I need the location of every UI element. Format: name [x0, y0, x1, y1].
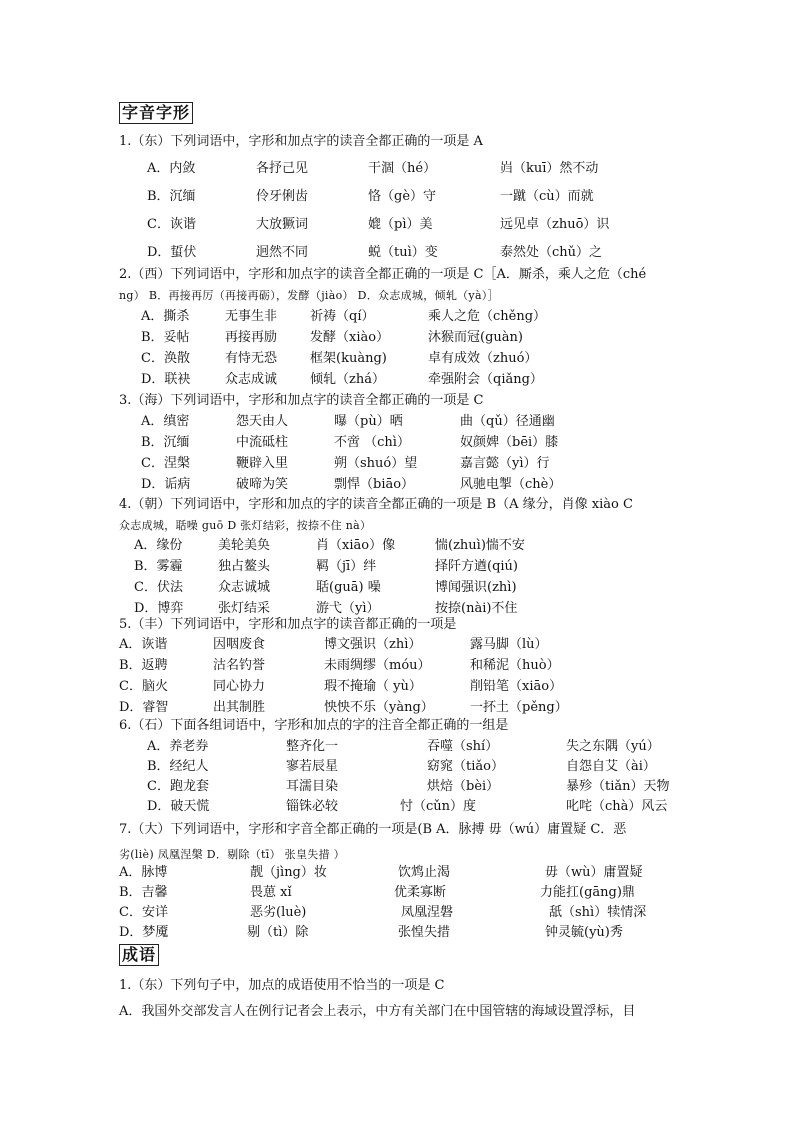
q1-option-c-1: C．诙谐: [147, 217, 196, 232]
q2-option-a-2: 无事生非: [225, 309, 278, 324]
q4-option-c-1: C．伏法: [134, 580, 183, 595]
q1-option-b-1: B．沉缅: [147, 189, 196, 204]
q1-option-c-4: 远见卓（zhuō）识: [500, 217, 610, 232]
q6-option-b-4: 自怨自艾（ài）: [566, 759, 656, 774]
q2-option-a-4: 乘人之危（chěng）: [428, 309, 547, 324]
question-3-stem: 3.（海）下列词语中，字形和加点字的读音全都正确的一项是 C: [119, 393, 484, 408]
q1-option-c-2: 大放獗词: [256, 217, 309, 232]
q3-option-b-1: B．沉缅: [141, 435, 190, 450]
q6-option-b-1: B．经纪人: [147, 759, 209, 774]
q5-option-d-2: 出其制胜: [213, 700, 266, 715]
q6-option-c-2: 耳濡目染: [286, 779, 339, 794]
question-4-stem: 4.（朝）下列词语中，字形和加点的字的读音全都正确的一项是 B（A 缘分，肖像 xiào C: [119, 497, 633, 512]
idiom-question-1-stem: 1.（东）下列句子中，加点的成语使用不恰当的一项是 C: [119, 978, 445, 993]
q7-option-a-4: 毋（wù）庸置疑: [545, 865, 643, 880]
q5-option-b-4: 和稀泥（huò）: [470, 658, 560, 673]
q1-option-d-4: 泰然处（chǔ）之: [500, 245, 603, 260]
q3-option-d-2: 破啼为笑: [236, 477, 289, 492]
q5-option-a-4: 露马脚（lù）: [470, 637, 548, 652]
q5-option-d-3: 怏怏不乐（yàng）: [324, 700, 434, 715]
q6-option-d-2: 锱铢必较: [286, 799, 339, 814]
q4-option-c-3: 聒(guā) 噪: [316, 580, 381, 595]
q3-option-d-1: D．诟病: [141, 477, 191, 492]
q2-option-a-1: A．撕杀: [141, 309, 190, 324]
q7-option-c-4: 舐（shì）犊情深: [549, 905, 647, 920]
q4-option-c-4: 博闻强识(zhì): [435, 580, 517, 595]
q1-option-a-1: A．内敛: [147, 161, 196, 176]
q4-option-a-3: 肖（xiāo）像: [316, 538, 396, 553]
q4-option-b-3: 羁（jī）绊: [316, 559, 377, 574]
q1-option-d-2: 迥然不同: [256, 245, 309, 260]
q2-option-d-4: 牵强附会（qiǎng）: [428, 372, 543, 387]
q4-option-b-2: 独占鳌头: [218, 559, 271, 574]
q7-option-c-3: 凤凰涅磐: [401, 905, 454, 920]
q5-option-d-4: 一抔土（pěng）: [470, 700, 568, 715]
q2-option-c-1: C．涣散: [141, 351, 190, 366]
q7-option-c-1: C．安详: [119, 905, 168, 920]
q6-option-d-1: D．破天慌: [147, 799, 210, 814]
q6-option-a-4: 失之东隅（yú）: [566, 739, 660, 754]
q5-option-a-1: A．诙谐: [119, 637, 168, 652]
q1-option-a-3: 干涸（hé）: [368, 161, 437, 176]
q4-option-a-1: A．缘份: [134, 538, 183, 553]
q6-option-d-3: 忖（cǔn）度: [400, 799, 477, 814]
q2-option-c-2: 有恃无恐: [225, 351, 278, 366]
q1-option-b-2: 伶牙俐齿: [256, 189, 309, 204]
q2-option-c-4: 卓有成效（zhuó）: [428, 351, 538, 366]
q5-option-a-2: 因咽废食: [213, 637, 266, 652]
idiom-question-1-option-a: A．我国外交部发言人在例行记者会上表示，中方有关部门在中国管辖的海域设置浮标，目: [119, 1004, 636, 1019]
question-7-answer-note: 劣(liè) 凤凰涅槃 D．剔除（tī） 张皇失措 ）: [119, 848, 345, 861]
q7-option-a-3: 饮鸩止渴: [398, 865, 451, 880]
q2-option-c-3: 框架(kuàng): [310, 351, 387, 366]
q4-option-b-1: B．雾霾: [134, 559, 183, 574]
q7-option-a-2: 靓（jìng）妆: [250, 865, 327, 880]
q7-option-d-3: 张惶失措: [398, 925, 451, 940]
q3-option-c-2: 鞭辟入里: [236, 456, 289, 471]
q7-option-b-4: 力能扛(gāng)鼎: [540, 885, 635, 900]
q5-option-b-2: 沽名钓誉: [213, 658, 266, 673]
q5-option-c-3: 瑕不掩瑜（ yù）: [324, 679, 422, 694]
q1-option-d-1: D．蜇伏: [147, 245, 197, 260]
section-title-zi-yin-zi-xing: 字音字形: [119, 102, 193, 124]
q3-option-a-3: 曝（pù）晒: [334, 414, 403, 429]
q3-option-b-2: 中流砥柱: [236, 435, 289, 450]
q7-option-b-2: 畏葸 xǐ: [250, 885, 292, 900]
q6-option-d-4: 叱咤（chà）风云: [566, 799, 668, 814]
q5-option-c-2: 同心协力: [213, 679, 266, 694]
q6-option-b-2: 寥若辰星: [286, 759, 339, 774]
question-2-stem: 2.（西）下列词语中，字形和加点字的读音全都正确的一项是 C［A．厮杀，乘人之危（ché: [119, 267, 647, 282]
q4-option-d-4: 按捺(nài)不住: [435, 601, 518, 616]
q4-option-c-2: 众志诚城: [218, 580, 271, 595]
q3-option-a-1: A．缜密: [141, 414, 190, 429]
q5-option-d-1: D．睿智: [119, 700, 169, 715]
q6-option-c-1: C．跑龙套: [147, 779, 209, 794]
q3-option-a-4: 曲（qǔ）径通幽: [460, 414, 555, 429]
q4-option-d-3: 游弋（yì）: [316, 601, 380, 616]
q3-option-d-3: 剽悍（biāo）: [334, 477, 415, 492]
q3-option-a-2: 怨天由人: [236, 414, 289, 429]
q2-option-d-1: D．联袂: [141, 372, 191, 387]
question-6-stem: 6.（石）下面各组词语中，字形和加点的字的注音全都正确的一组是: [119, 718, 509, 733]
q7-option-a-1: A．脉博: [119, 865, 168, 880]
q1-option-a-4: 岿（kuī）然不动: [500, 161, 599, 176]
q3-option-b-4: 奴颜婢（bēi）膝: [460, 435, 559, 450]
q5-option-a-3: 博文强识（zhì）: [324, 637, 422, 652]
q2-option-d-3: 倾轧（zhá）: [310, 372, 385, 387]
q1-option-c-3: 媲（pì）美: [368, 217, 433, 232]
q2-option-b-4: 沐猴而冠(guàn): [428, 330, 523, 345]
q5-option-c-4: 削铅笔（xiāo）: [470, 679, 563, 694]
q6-option-a-3: 吞噬（shí）: [427, 739, 499, 754]
q6-option-a-2: 整齐化一: [286, 739, 339, 754]
q5-option-b-1: B．返聘: [119, 658, 168, 673]
question-4-answer-note: 众志成城，聒噪 guō D 张灯结彩，按捺不住 nà）: [119, 519, 372, 532]
q3-option-c-3: 朔（shuó）望: [334, 456, 418, 471]
question-2-answer-note: ng） B．再接再厉（再接再砺），发酵（jiào） D．众志成城，倾轧（yà）］: [119, 289, 499, 302]
q6-option-b-3: 窈窕（tiǎo）: [427, 759, 504, 774]
q4-option-a-4: 惴(zhuì)惴不安: [435, 538, 525, 553]
q7-option-d-2: 剔（tì）除: [247, 925, 309, 940]
q1-option-a-2: 各抒己见: [256, 161, 309, 176]
q2-option-a-3: 祈祷（qí）: [310, 309, 375, 324]
q7-option-c-2: 恶劣(luè): [250, 905, 307, 920]
question-1-stem: 1.（东）下列词语中，字形和加点字的读音全都正确的一项是 A: [119, 134, 483, 149]
q2-option-b-2: 再接再励: [225, 330, 278, 345]
q4-option-d-1: D．博弈: [134, 601, 184, 616]
q2-option-b-1: B．妥帖: [141, 330, 190, 345]
q4-option-d-2: 张灯结采: [218, 601, 271, 616]
q5-option-c-1: C．脑火: [119, 679, 168, 694]
q4-option-b-4: 择阡方遒(qiú): [435, 559, 518, 574]
q6-option-c-4: 暴殄（tiǎn）天物: [566, 779, 670, 794]
q3-option-c-1: C．涅槃: [141, 456, 190, 471]
question-5-stem: 5.（丰）下列词语中，字形和加点字的读音都正确的一项是: [119, 617, 457, 632]
q5-option-b-3: 未雨绸缪（móu）: [324, 658, 431, 673]
q3-option-b-3: 不啻 （chì）: [334, 435, 410, 450]
question-7-stem: 7.（大）下列词语中，字形和字音全都正确的一项是(B A．脉搏 毋（wú）庸置疑 C．恶: [119, 822, 627, 837]
section-title-cheng-yu: 成语: [119, 944, 159, 966]
q1-option-d-3: 蜕（tuì）变: [368, 245, 438, 260]
q3-option-d-4: 风驰电掣（chè）: [460, 477, 562, 492]
q2-option-d-2: 众志成诚: [225, 372, 278, 387]
q6-option-a-1: A．养老券: [147, 739, 209, 754]
q7-option-b-1: B．吉馨: [119, 885, 168, 900]
q7-option-d-4: 钟灵毓(yù)秀: [545, 925, 623, 940]
q4-option-a-2: 美轮美奂: [218, 538, 271, 553]
q1-option-b-3: 恪（gè）守: [368, 189, 437, 204]
q6-option-c-3: 烘焙（bèi）: [427, 779, 500, 794]
q3-option-c-4: 嘉言懿（yì）行: [460, 456, 550, 471]
q2-option-b-3: 发酵（xiào）: [310, 330, 390, 345]
q1-option-b-4: 一蹴（cù）而就: [500, 189, 594, 204]
q7-option-d-1: D．梦魇: [119, 925, 169, 940]
q7-option-b-3: 优柔寡断: [394, 885, 447, 900]
